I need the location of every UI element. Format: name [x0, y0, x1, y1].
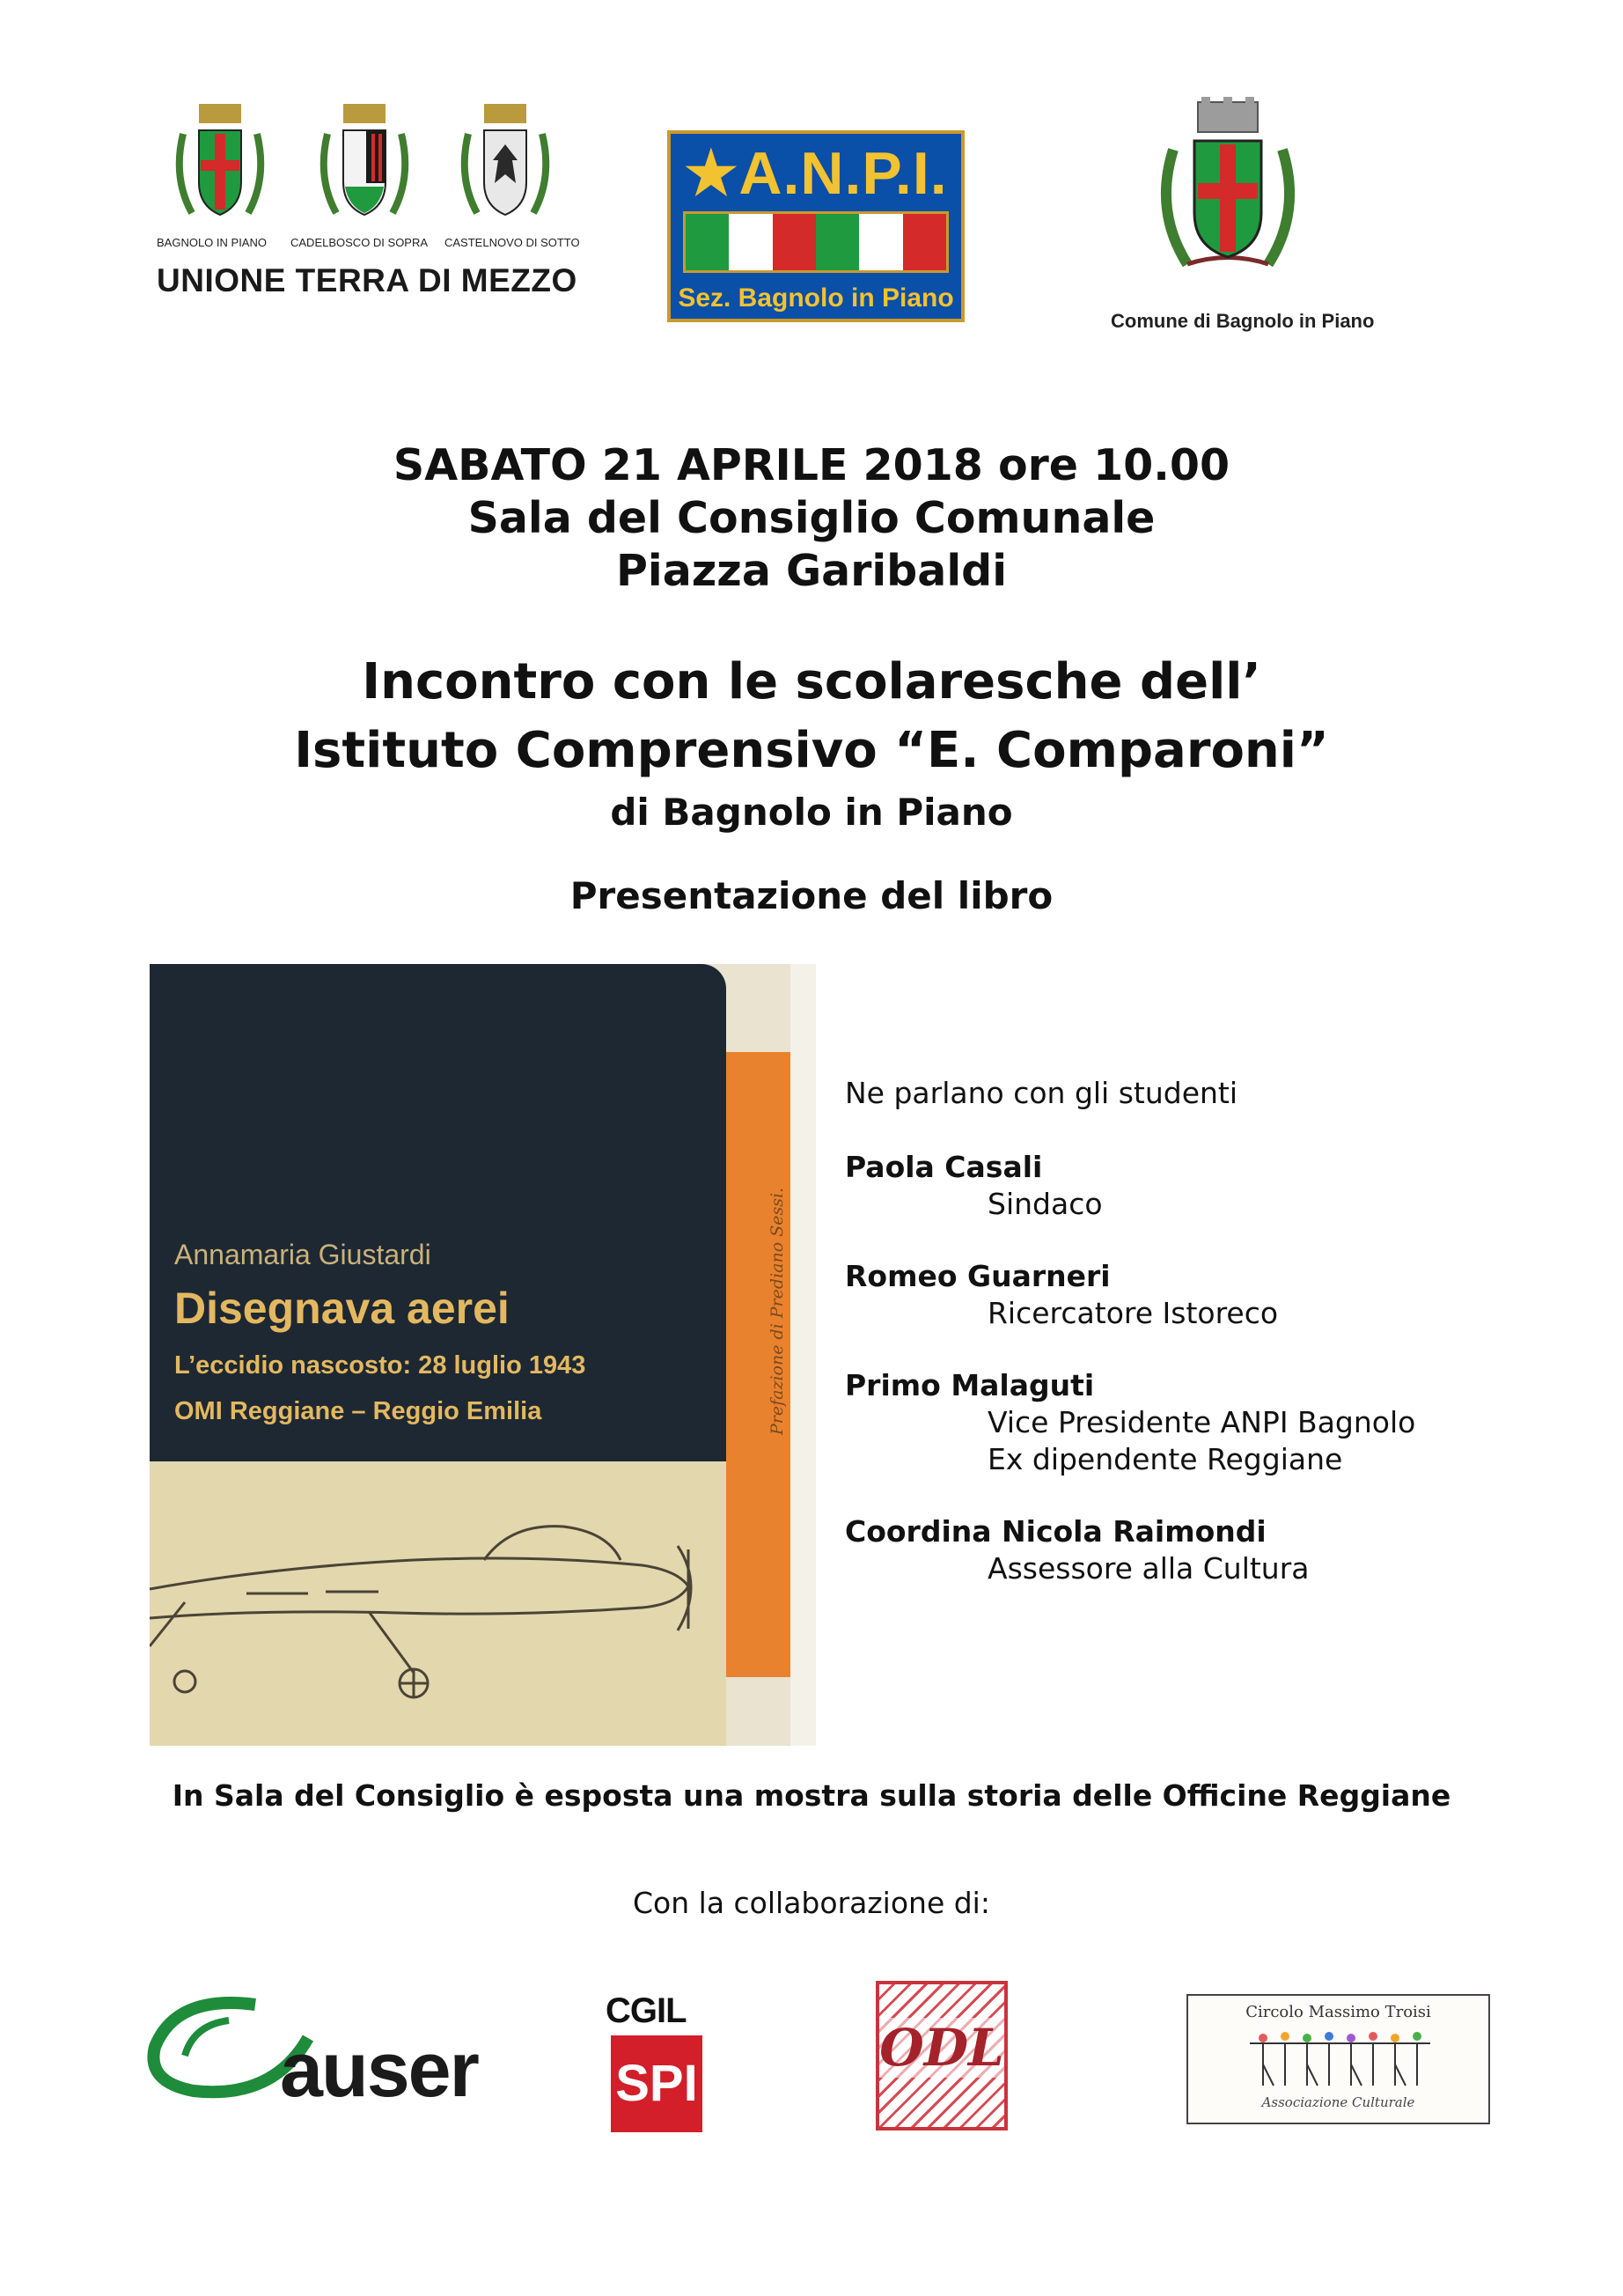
- speaker-name: Romeo Guarneri: [845, 1259, 1111, 1293]
- speaker-name: Coordina Nicola Raimondi: [845, 1514, 1267, 1549]
- odl-letters: ODL: [879, 2018, 1004, 2078]
- book-page-edge: [790, 964, 816, 1746]
- book-subtitle-2: OMI Reggiane – Reggio Emilia: [174, 1397, 542, 1425]
- speaker-role: Assessore alla Cultura: [988, 1551, 1310, 1586]
- exhibit-note: In Sala del Consiglio è esposta una mostra sulla storia delle Officine Reggiane: [172, 1778, 1451, 1813]
- odl-logo: [876, 1981, 1008, 2130]
- headline-line-2: Istituto Comprensivo “E. Comparoni”: [294, 722, 1329, 779]
- book-cover: [150, 964, 816, 1746]
- event-datetime: SABATO 21 APRILE 2018 ore 10.00: [393, 440, 1230, 490]
- circolo-name: Circolo Massimo Troisi: [1245, 2003, 1431, 2021]
- crest-caption-bagnolo: BAGNOLO IN PIANO: [157, 236, 267, 249]
- comune-crest-icon: [1149, 97, 1307, 286]
- speakers-intro: Ne parlano con gli studenti: [845, 1076, 1238, 1110]
- book-cover-dark-panel: [150, 964, 726, 1461]
- cgil-wordmark: CGIL: [606, 1991, 687, 2030]
- bagnolo-crest-icon: [165, 99, 275, 232]
- book-subtitle-1: L’eccidio nascosto: 28 luglio 1943: [174, 1351, 586, 1380]
- anpi-logo: [667, 130, 965, 322]
- speaker-name: Primo Malaguti: [845, 1368, 1095, 1402]
- crest-caption-castelnovo: CASTELNOVO DI SOTTO: [444, 236, 580, 249]
- collaboration-label: Con la collaborazione di:: [633, 1886, 990, 1920]
- speaker-role: Ex dipendente Reggiane: [988, 1442, 1343, 1476]
- headline-line-3: di Bagnolo in Piano: [610, 791, 1013, 834]
- crest-caption-cadelbosco: CADELBOSCO DI SOPRA: [290, 236, 429, 249]
- circolo-figures-icon: [1188, 2024, 1492, 2094]
- event-square: Piazza Garibaldi: [616, 546, 1007, 596]
- speaker-name: Paola Casali: [845, 1150, 1043, 1184]
- speaker-role: Sindaco: [988, 1187, 1103, 1221]
- speaker-role: Vice Presidente ANPI Bagnolo: [988, 1405, 1416, 1439]
- castelnovo-crest-icon: [451, 99, 560, 232]
- italian-flag-icon: [683, 211, 949, 273]
- circolo-logo: [1186, 1994, 1490, 2124]
- airplane-sketch-icon: [150, 1461, 726, 1746]
- book-cover-paper-panel: [150, 1461, 726, 1746]
- auser-wordmark: auser: [280, 2026, 478, 2113]
- book-intro: Presentazione del libro: [569, 874, 1054, 917]
- headline-line-1: Incontro con le scolaresche dell’: [362, 653, 1261, 710]
- speaker-role: Ricercatore Istoreco: [988, 1296, 1279, 1330]
- anpi-title: ★A.N.P.I.: [684, 140, 948, 207]
- book-author: Annamaria Giustardi: [174, 1239, 431, 1270]
- event-venue: Sala del Consiglio Comunale: [467, 493, 1156, 543]
- circolo-subtitle: Associazione Culturale: [1261, 2094, 1415, 2110]
- anpi-section: Sez. Bagnolo in Piano: [678, 283, 954, 313]
- union-name: UNIONE TERRA DI MEZZO: [157, 262, 577, 298]
- book-spine-text: Prefazione di Prediano Sessi.: [767, 1187, 787, 1435]
- spi-badge: SPI: [611, 2035, 702, 2132]
- cadelbosco-crest-icon: [310, 99, 419, 232]
- comune-caption: Comune di Bagnolo in Piano: [1111, 310, 1375, 332]
- book-title: Disegnava aerei: [174, 1284, 510, 1333]
